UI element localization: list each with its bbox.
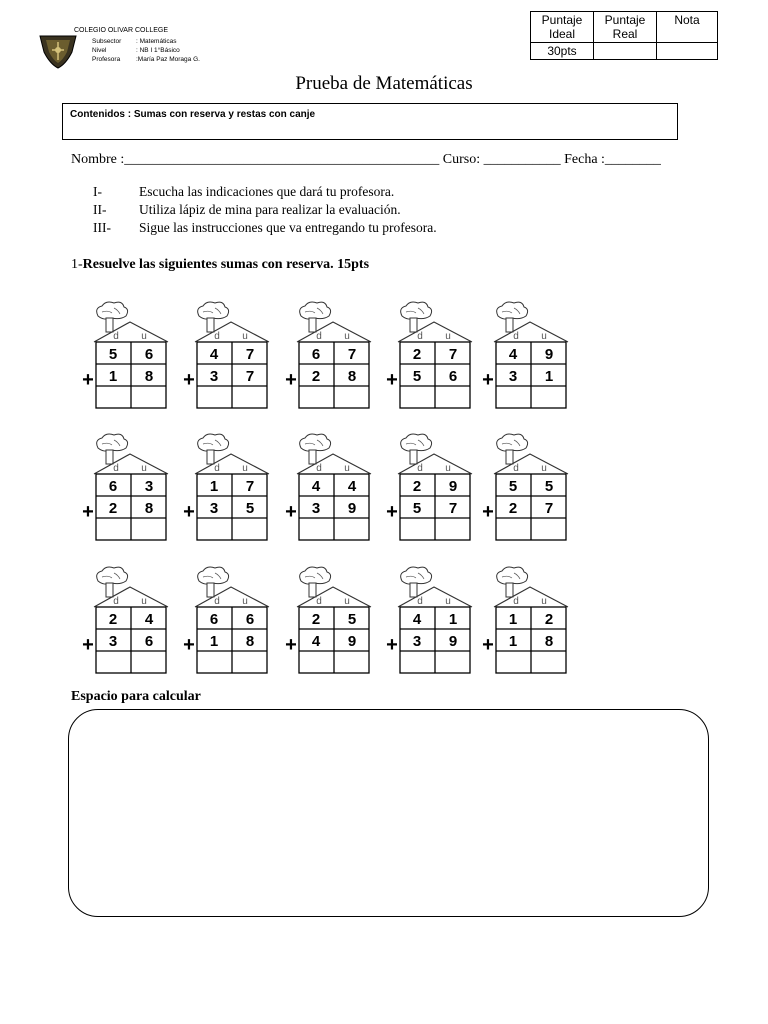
top-units-digit: 6: [144, 346, 154, 363]
bottom-units-digit: 9: [347, 633, 357, 650]
addition-house-14: [384, 563, 474, 675]
units-label: u: [242, 463, 248, 474]
smoke-detail: [102, 440, 120, 446]
units-label: u: [141, 331, 147, 342]
roof: [195, 322, 269, 342]
top-units-digit: 7: [448, 346, 458, 363]
plus-sign: +: [82, 634, 94, 656]
roof: [94, 454, 168, 474]
plus-sign: +: [183, 634, 195, 656]
chimney: [309, 318, 316, 332]
top-units-digit: 4: [347, 478, 357, 495]
bottom-tens-digit: 5: [412, 368, 422, 385]
chimney: [106, 318, 113, 332]
top-tens-digit: 6: [108, 478, 118, 495]
info-profesora: Profesora :María Paz Moraga G.: [92, 56, 200, 63]
plus-sign: +: [285, 369, 297, 391]
house-drawing: [80, 563, 170, 675]
house-drawing: [80, 430, 170, 542]
chimney: [207, 583, 214, 597]
header-puntaje-ideal: Puntaje Ideal: [531, 12, 594, 43]
bottom-tens-digit: 1: [209, 633, 219, 650]
top-units-digit: 7: [245, 346, 255, 363]
student-fields-line[interactable]: Nombre :_____________________________________________ Curso: ___________ Fecha :________: [71, 152, 661, 167]
addition-house-8: [283, 430, 373, 542]
roof: [297, 322, 371, 342]
top-units-digit: 2: [544, 611, 554, 628]
smoke-detail: [502, 573, 520, 579]
smoke-icon: [401, 567, 432, 584]
plus-sign: +: [285, 501, 297, 523]
house-drawing: [181, 298, 271, 410]
plus-sign: +: [482, 634, 494, 656]
roof: [398, 454, 472, 474]
addition-house-3: [283, 298, 373, 410]
smoke-icon: [300, 302, 331, 319]
smoke-detail: [203, 573, 221, 579]
value-puntaje-real[interactable]: [594, 43, 657, 60]
contents-text: Contenidos : Sumas con reserva y restas con canje: [70, 109, 316, 120]
score-table: [530, 11, 718, 60]
bottom-tens-digit: 5: [412, 500, 422, 517]
info-subsector: Subsector : Matemáticas: [92, 38, 177, 45]
bottom-tens-digit: 3: [508, 368, 518, 385]
units-label: u: [242, 596, 248, 607]
bottom-units-digit: 6: [144, 633, 154, 650]
top-tens-digit: 4: [209, 346, 219, 363]
tens-label: d: [214, 596, 220, 607]
units-label: u: [242, 331, 248, 342]
top-tens-digit: 5: [108, 346, 118, 363]
addition-house-5: [480, 298, 570, 410]
smoke-detail: [502, 440, 520, 446]
top-tens-digit: 6: [311, 346, 321, 363]
units-label: u: [141, 596, 147, 607]
top-units-digit: 1: [448, 611, 458, 628]
house-drawing: [181, 430, 271, 542]
tens-label: d: [417, 463, 423, 474]
header-nota: Nota: [657, 12, 718, 43]
bottom-tens-digit: 2: [311, 368, 321, 385]
bottom-units-digit: 6: [448, 368, 458, 385]
instruction-3: III- Sigue las instrucciones que va entregando tu profesora.: [93, 220, 437, 235]
smoke-icon: [401, 302, 432, 319]
school-name: COLEGIO OLIVAR COLLEGE: [74, 27, 169, 34]
smoke-icon: [97, 567, 128, 584]
bottom-tens-digit: 3: [209, 368, 219, 385]
smoke-detail: [406, 308, 424, 314]
bottom-tens-digit: 3: [311, 500, 321, 517]
bottom-units-digit: 8: [245, 633, 255, 650]
chimney: [309, 450, 316, 464]
smoke-icon: [97, 434, 128, 451]
section-1-title: 1-Resuelve las siguientes sumas con reserva. 15pts: [71, 257, 370, 272]
smoke-detail: [406, 573, 424, 579]
house-drawing: [283, 563, 373, 675]
top-units-digit: 9: [544, 346, 554, 363]
house-drawing: [283, 298, 373, 410]
bottom-units-digit: 7: [245, 368, 255, 385]
top-tens-digit: 2: [412, 346, 422, 363]
smoke-icon: [497, 567, 528, 584]
header-puntaje-real: Puntaje Real: [594, 12, 657, 43]
roof: [398, 322, 472, 342]
smoke-detail: [305, 308, 323, 314]
house-drawing: [384, 563, 474, 675]
chimney: [506, 583, 513, 597]
smoke-icon: [300, 567, 331, 584]
chimney: [207, 318, 214, 332]
smoke-icon: [97, 302, 128, 319]
smoke-detail: [203, 440, 221, 446]
smoke-detail: [406, 440, 424, 446]
units-label: u: [541, 331, 547, 342]
tens-label: d: [113, 331, 119, 342]
chimney: [207, 450, 214, 464]
bottom-tens-digit: 3: [108, 633, 118, 650]
calc-space-box[interactable]: [68, 709, 709, 917]
addition-house-10: [480, 430, 570, 542]
chimney: [410, 318, 417, 332]
units-label: u: [541, 596, 547, 607]
bottom-units-digit: 8: [347, 368, 357, 385]
addition-house-13: [283, 563, 373, 675]
top-tens-digit: 2: [412, 478, 422, 495]
top-tens-digit: 4: [412, 611, 422, 628]
units-label: u: [141, 463, 147, 474]
plus-sign: +: [285, 634, 297, 656]
smoke-icon: [198, 567, 229, 584]
tens-label: d: [113, 463, 119, 474]
chimney: [506, 318, 513, 332]
chimney: [309, 583, 316, 597]
chimney: [506, 450, 513, 464]
house-drawing: [480, 430, 570, 542]
top-units-digit: 6: [245, 611, 255, 628]
tens-label: d: [513, 463, 519, 474]
bottom-units-digit: 1: [544, 368, 554, 385]
house-drawing: [384, 298, 474, 410]
bottom-units-digit: 9: [448, 633, 458, 650]
addition-house-15: [480, 563, 570, 675]
house-drawing: [283, 430, 373, 542]
units-label: u: [344, 331, 350, 342]
house-drawing: [384, 430, 474, 542]
plus-sign: +: [183, 369, 195, 391]
smoke-icon: [198, 434, 229, 451]
tens-label: d: [113, 596, 119, 607]
units-label: u: [445, 463, 451, 474]
value-nota[interactable]: [657, 43, 718, 60]
smoke-detail: [502, 308, 520, 314]
plus-sign: +: [183, 501, 195, 523]
smoke-detail: [203, 308, 221, 314]
chimney: [106, 583, 113, 597]
top-tens-digit: 2: [311, 611, 321, 628]
bottom-units-digit: 7: [448, 500, 458, 517]
value-puntaje-ideal: 30pts: [531, 43, 594, 60]
top-units-digit: 5: [544, 478, 554, 495]
calc-space-label: Espacio para calcular: [71, 689, 201, 704]
units-label: u: [541, 463, 547, 474]
units-label: u: [445, 331, 451, 342]
top-tens-digit: 4: [311, 478, 321, 495]
addition-house-7: [181, 430, 271, 542]
roof: [297, 454, 371, 474]
bottom-units-digit: 7: [544, 500, 554, 517]
top-tens-digit: 1: [508, 611, 518, 628]
tens-label: d: [417, 596, 423, 607]
top-tens-digit: 4: [508, 346, 518, 363]
smoke-icon: [401, 434, 432, 451]
addition-house-9: [384, 430, 474, 542]
plus-sign: +: [482, 501, 494, 523]
roof: [297, 587, 371, 607]
roof: [494, 587, 568, 607]
info-nivel: Nivel : NB I 1°Básico: [92, 47, 180, 54]
top-tens-digit: 5: [508, 478, 518, 495]
top-units-digit: 7: [245, 478, 255, 495]
smoke-icon: [497, 434, 528, 451]
plus-sign: +: [386, 501, 398, 523]
school-crest-icon: [38, 30, 78, 70]
roof: [94, 587, 168, 607]
house-drawing: [181, 563, 271, 675]
bottom-units-digit: 8: [144, 500, 154, 517]
bottom-tens-digit: 3: [412, 633, 422, 650]
plus-sign: +: [482, 369, 494, 391]
smoke-detail: [305, 440, 323, 446]
house-drawing: [80, 298, 170, 410]
bottom-tens-digit: 2: [108, 500, 118, 517]
smoke-detail: [102, 308, 120, 314]
top-units-digit: 4: [144, 611, 154, 628]
addition-house-12: [181, 563, 271, 675]
bottom-units-digit: 8: [544, 633, 554, 650]
tens-label: d: [316, 596, 322, 607]
addition-house-11: [80, 563, 170, 675]
school-info: [92, 37, 200, 64]
units-label: u: [344, 596, 350, 607]
top-units-digit: 7: [347, 346, 357, 363]
plus-sign: +: [82, 501, 94, 523]
bottom-tens-digit: 4: [311, 633, 321, 650]
units-label: u: [445, 596, 451, 607]
roof: [398, 587, 472, 607]
bottom-units-digit: 8: [144, 368, 154, 385]
chimney: [410, 450, 417, 464]
bottom-tens-digit: 2: [508, 500, 518, 517]
tens-label: d: [513, 596, 519, 607]
bottom-tens-digit: 1: [108, 368, 118, 385]
bottom-units-digit: 5: [245, 500, 255, 517]
roof: [195, 587, 269, 607]
tens-label: d: [417, 331, 423, 342]
smoke-detail: [102, 573, 120, 579]
contents-box: [62, 103, 678, 140]
units-label: u: [344, 463, 350, 474]
plus-sign: +: [386, 369, 398, 391]
addition-house-6: [80, 430, 170, 542]
roof: [494, 454, 568, 474]
tens-label: d: [316, 463, 322, 474]
top-tens-digit: 6: [209, 611, 219, 628]
roof: [494, 322, 568, 342]
bottom-tens-digit: 1: [508, 633, 518, 650]
tens-label: d: [513, 331, 519, 342]
tens-label: d: [214, 463, 220, 474]
top-tens-digit: 2: [108, 611, 118, 628]
roof: [195, 454, 269, 474]
top-units-digit: 5: [347, 611, 357, 628]
instruction-1: I- Escucha las indicaciones que dará tu profesora.: [93, 184, 395, 199]
tens-label: d: [214, 331, 220, 342]
roof: [94, 322, 168, 342]
top-units-digit: 3: [144, 478, 154, 495]
addition-house-1: [80, 298, 170, 410]
addition-house-4: [384, 298, 474, 410]
bottom-units-digit: 9: [347, 500, 357, 517]
smoke-icon: [300, 434, 331, 451]
chimney: [106, 450, 113, 464]
house-drawing: [480, 563, 570, 675]
plus-sign: +: [82, 369, 94, 391]
top-tens-digit: 1: [209, 478, 219, 495]
page-title: Prueba de Matemáticas: [295, 73, 473, 94]
chimney: [410, 583, 417, 597]
bottom-tens-digit: 3: [209, 500, 219, 517]
addition-house-2: [181, 298, 271, 410]
plus-sign: +: [386, 634, 398, 656]
smoke-icon: [497, 302, 528, 319]
instruction-2: II- Utiliza lápiz de mina para realizar la evaluación.: [93, 202, 401, 217]
top-units-digit: 9: [448, 478, 458, 495]
smoke-detail: [305, 573, 323, 579]
tens-label: d: [316, 331, 322, 342]
smoke-icon: [198, 302, 229, 319]
house-drawing: [480, 298, 570, 410]
